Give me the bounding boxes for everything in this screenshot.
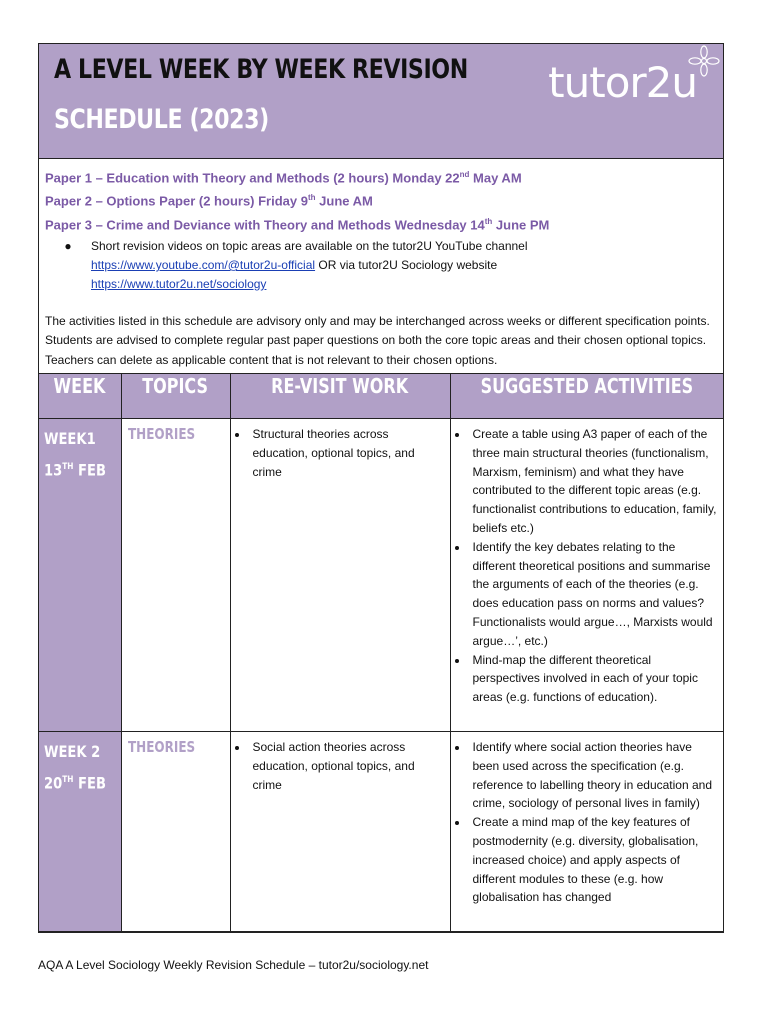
header-revisit: RE-VISIT WORK bbox=[230, 374, 450, 419]
revisit-cell bbox=[230, 419, 450, 732]
page-footer: AQA A Level Sociology Weekly Revision Schedule – tutor2u/sociology.net bbox=[38, 958, 429, 972]
week-cell bbox=[39, 732, 121, 932]
youtube-link[interactable]: https://www.youtube.com/@tutor2u-official bbox=[91, 257, 316, 272]
videos-bullet bbox=[45, 237, 717, 294]
schedule-table bbox=[39, 374, 723, 932]
website-link[interactable]: https://www.tutor2u.net/sociology bbox=[91, 276, 267, 291]
revisit-cell bbox=[230, 732, 450, 932]
paper-3-line: Paper 3 – Crime and Deviance with Theory and Methods Wednesday 14th June PM bbox=[45, 216, 550, 232]
page-title-line2: SCHEDULE (2023) bbox=[54, 104, 269, 135]
header-week: WEEK bbox=[39, 374, 121, 419]
header-activities: SUGGESTED ACTIVITIES bbox=[450, 374, 723, 419]
intro-section bbox=[39, 159, 723, 374]
tutor2u-logo: tutor2u bbox=[548, 58, 697, 107]
topic-cell: THEORIES bbox=[121, 732, 230, 932]
week-date: 20TH FEB bbox=[44, 773, 106, 793]
list-item: • Structural theories across education, optional topics, and crime bbox=[249, 425, 446, 481]
list-item: • Mind-map the different theoretical perspectives involved in each of your topic areas (e.g. functions of education). bbox=[469, 651, 720, 707]
advisory-text: The activities listed in this schedule are advisory only and may be interchanged across weeks or different specification points. Students are advised to complete regular past paper questions on both the core topic areas and their chosen optional topics. Teachers can delete as applicable content that is not relevant to their chosen options. bbox=[45, 313, 710, 367]
week-label: WEEK 2 bbox=[44, 742, 101, 761]
list-item: • Create a table using A3 paper of each of the three main structural theories (functionalism, Marxism, feminism) and what they have contributed to the different topic areas (e.g. functionalist contributions to education, family, beliefs etc.) bbox=[469, 425, 720, 538]
week-date: 13TH FEB bbox=[44, 460, 106, 480]
week-label: WEEK1 bbox=[44, 429, 96, 448]
videos-intro: Short revision videos on topic areas are available on the tutor2U YouTube channel bbox=[91, 238, 528, 253]
page-title-line1: A LEVEL WEEK BY WEEK REVISION bbox=[54, 54, 468, 85]
header-topics: TOPICS bbox=[121, 374, 230, 419]
flower-icon bbox=[687, 44, 721, 78]
header-banner bbox=[39, 44, 723, 159]
list-item: • Identify where social action theories have been used across the specification (e.g. reference to labelling theory in education and crime, sociology of personal lives in family) bbox=[469, 738, 720, 813]
activities-cell bbox=[450, 732, 723, 932]
list-item: • Identify the key debates relating to the different theoretical positions and summarise the arguments of each of the theories (e.g. does education pass on norms and values? Functionalists would argue…, Marxists would argue…’, etc.) bbox=[469, 538, 720, 651]
list-item: • Create a mind map of the key features of postmodernity (e.g. diversity, globalisation, increased choice) and apply aspects of different modules to these (e.g. how globalisation has changed bbox=[469, 813, 720, 907]
schedule-frame bbox=[38, 43, 724, 933]
table-header-row bbox=[39, 374, 723, 419]
paper-1-line: Paper 1 – Education with Theory and Methods (2 hours) Monday 22nd May AM bbox=[45, 170, 522, 186]
table-row bbox=[39, 419, 723, 732]
activities-cell bbox=[450, 419, 723, 732]
list-item: • Social action theories across education, optional topics, and crime bbox=[249, 738, 446, 794]
table-row bbox=[39, 732, 723, 932]
bullet-dot-icon: ● bbox=[64, 238, 72, 253]
topic-cell: THEORIES bbox=[121, 419, 230, 732]
paper-2-line: Paper 2 – Options Paper (2 hours) Friday 9th June AM bbox=[45, 193, 373, 209]
or-text: OR via tutor2U Sociology website bbox=[315, 257, 498, 272]
week-cell bbox=[39, 419, 121, 732]
